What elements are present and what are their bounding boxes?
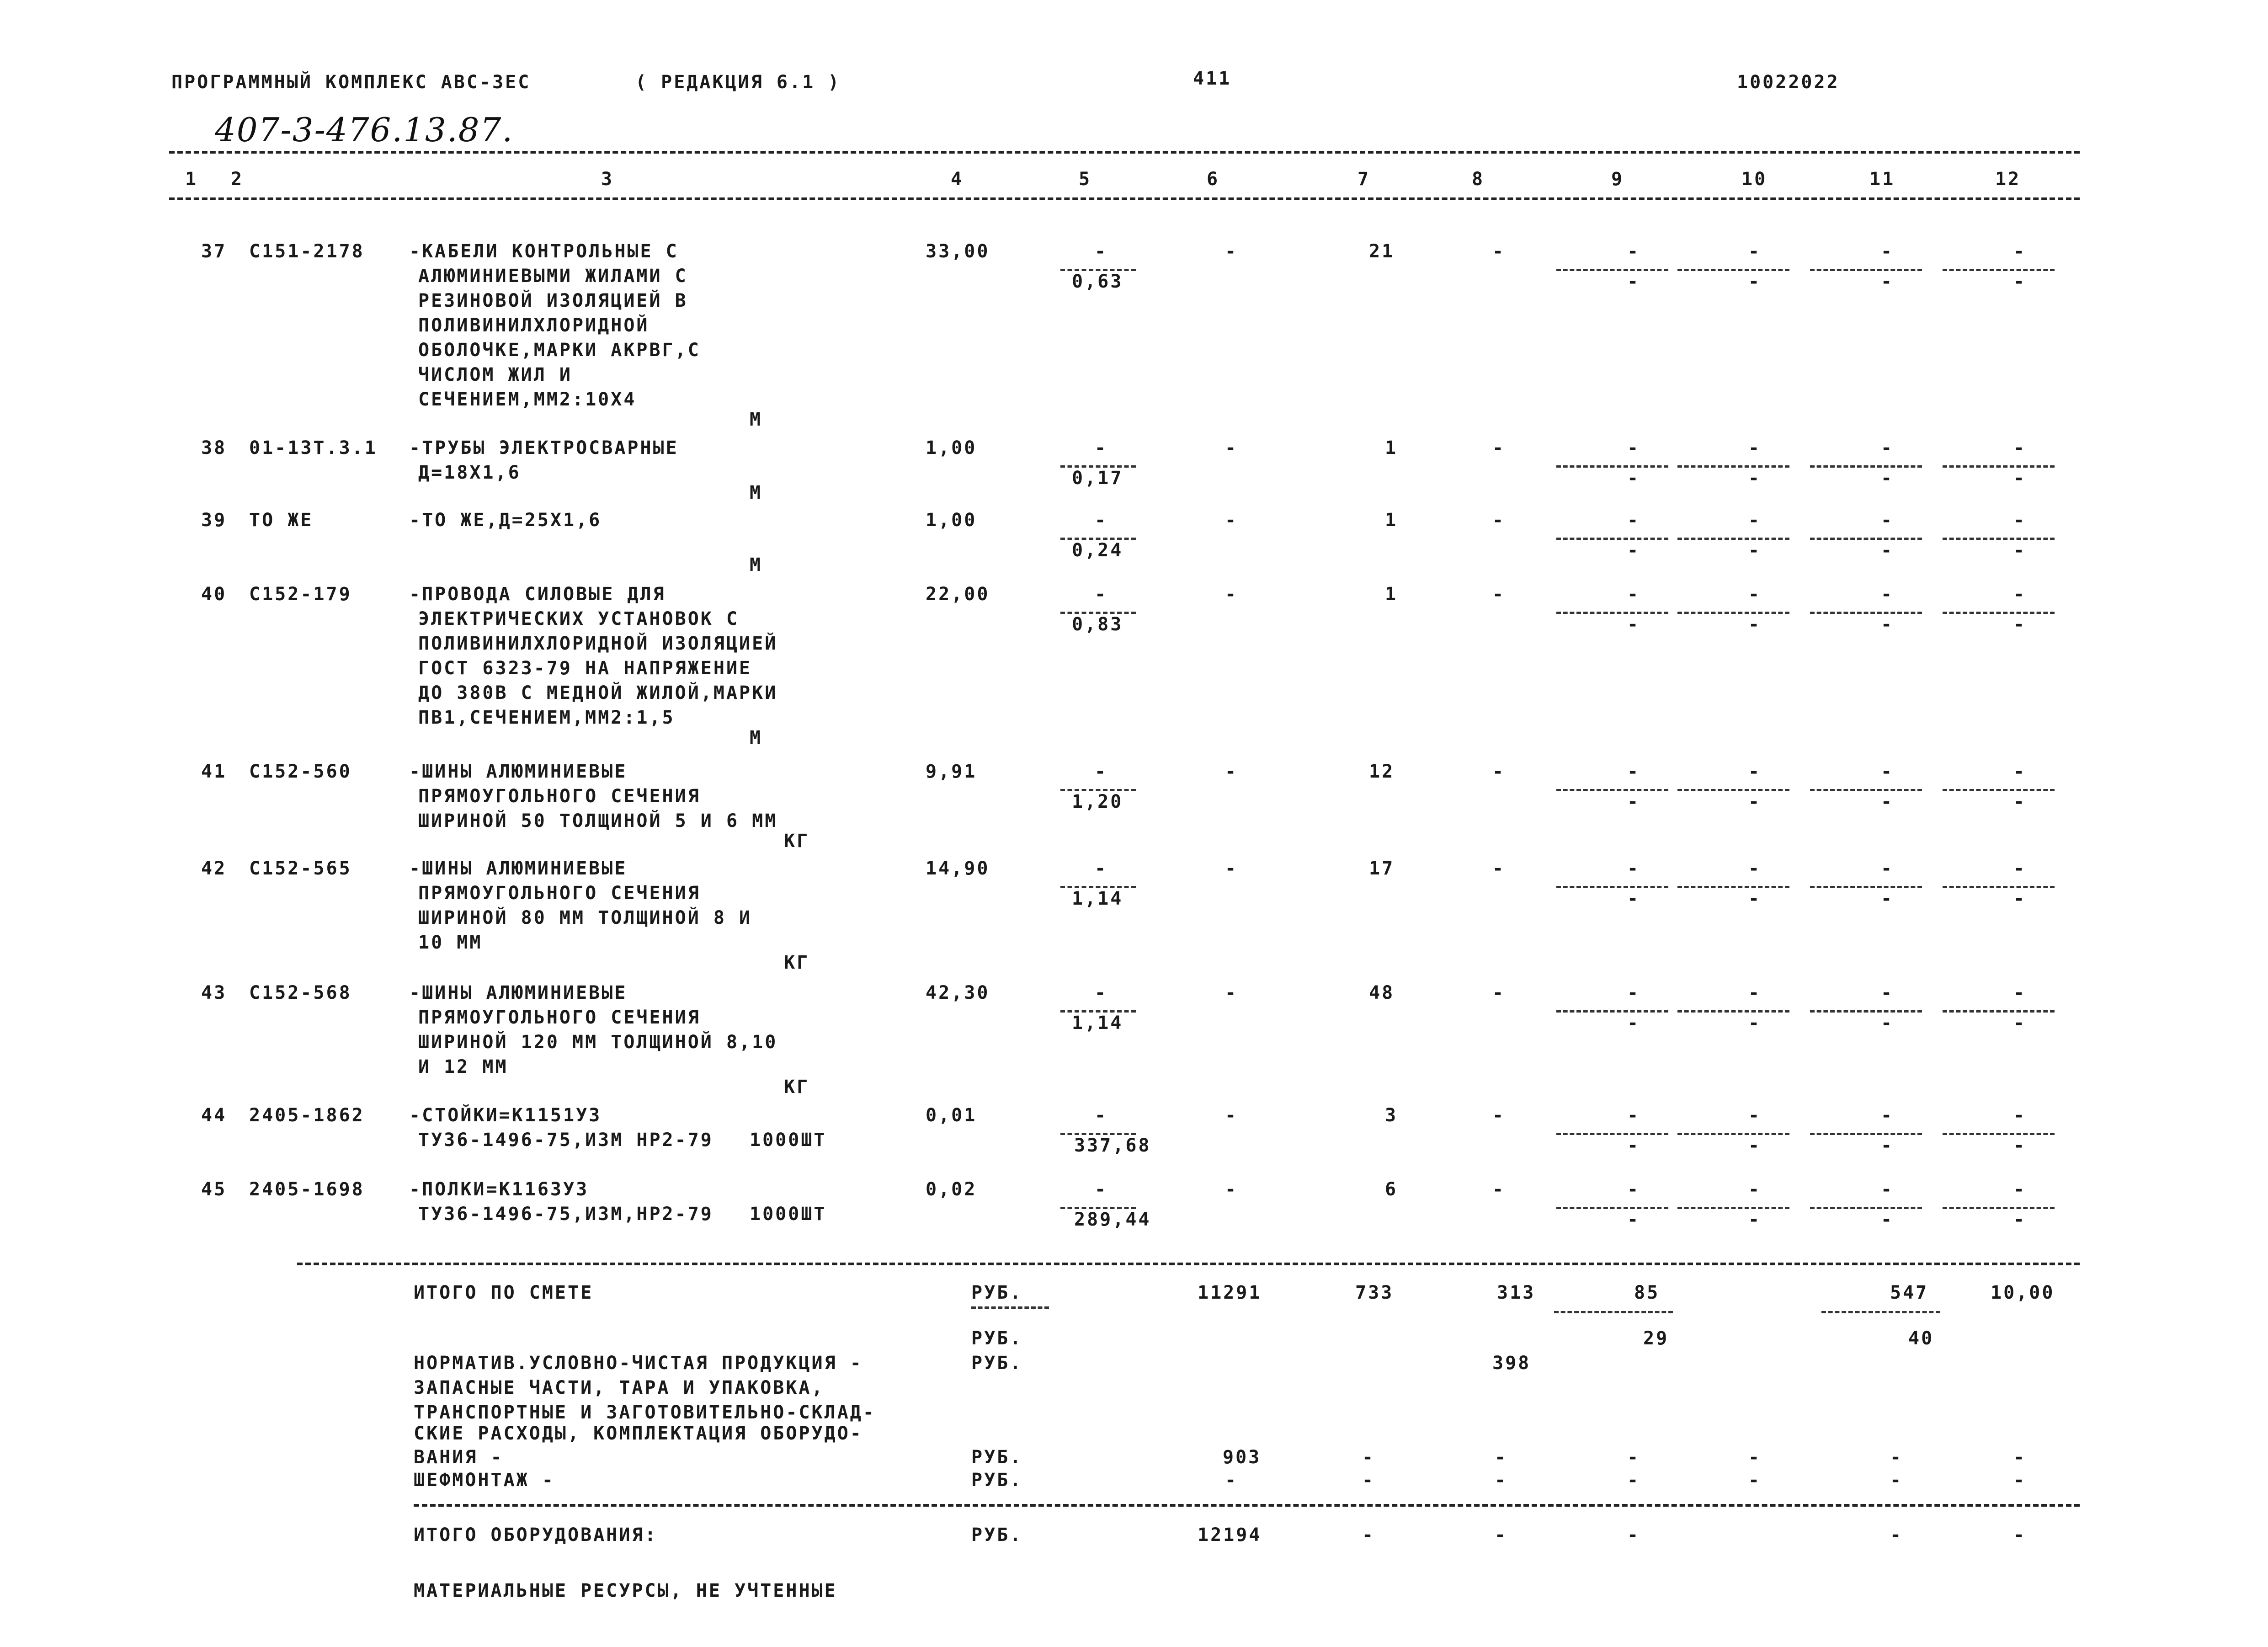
row-c9-bottom: - xyxy=(1627,614,1640,635)
row-c10-bottom: - xyxy=(1748,1013,1762,1034)
row-col7: 1 xyxy=(1385,437,1398,458)
row-quantity: 0,02 xyxy=(926,1179,977,1200)
itogo-col7: 733 xyxy=(1355,1282,1394,1303)
row-quantity: 42,30 xyxy=(926,982,990,1003)
row-c11-bottom: - xyxy=(1881,468,1894,489)
row-c10-top: - xyxy=(1748,1105,1762,1126)
row-number: 45 xyxy=(201,1179,227,1200)
row-c11-rule xyxy=(1810,1133,1922,1135)
row-c10-top: - xyxy=(1748,1179,1762,1200)
row-c10-bottom: - xyxy=(1748,888,1762,909)
row-description-line: ПРЯМОУГОЛЬНОГО СЕЧЕНИЯ xyxy=(418,883,701,904)
row-col5-top: - xyxy=(1095,510,1108,531)
program-title: ПРОГРАММНЫЙ КОМПЛЕКС АВС-3ЕС xyxy=(171,72,531,93)
itogo2-col9: 29 xyxy=(1643,1328,1669,1349)
row-description-line: -ШИНЫ АЛЮМИНИЕВЫЕ xyxy=(409,761,628,782)
equipment-rule xyxy=(414,1504,2080,1507)
row-c12-bottom: - xyxy=(2013,468,2027,489)
row-description-line: -ШИНЫ АЛЮМИНИЕВЫЕ xyxy=(409,858,628,879)
header-rule xyxy=(169,151,2080,154)
row-number: 44 xyxy=(201,1105,227,1126)
row-col6: - xyxy=(1225,510,1238,531)
row-code: 01-13Т.3.1 xyxy=(249,437,378,458)
column-number-8: 8 xyxy=(1472,169,1485,190)
row-description-line: ПРЯМОУГОЛЬНОГО СЕЧЕНИЯ xyxy=(418,786,701,807)
row-col8: - xyxy=(1492,858,1506,879)
row-c12-top: - xyxy=(2013,982,2027,1003)
row-c11-rule xyxy=(1810,538,1922,540)
row-quantity: 0,01 xyxy=(926,1105,977,1126)
column-number-3: 3 xyxy=(601,169,614,190)
row-c11-top: - xyxy=(1881,510,1894,531)
row-c9-rule xyxy=(1556,1207,1668,1209)
row-c9-top: - xyxy=(1627,1179,1640,1200)
row-unit: 1000ШТ xyxy=(750,1204,827,1225)
itogo-col9-rule xyxy=(1554,1311,1673,1313)
row-quantity: 1,00 xyxy=(926,437,977,458)
row-c10-bottom: - xyxy=(1748,1209,1762,1230)
row-description-line: ПОЛИВИНИЛХЛОРИДНОЙ xyxy=(418,315,650,336)
row-col5-value: 0,83 xyxy=(1072,614,1123,635)
row-c12-top: - xyxy=(2013,1105,2027,1126)
row-description-line: -ТО ЖЕ,Д=25Х1,6 xyxy=(409,510,602,531)
row-c12-rule xyxy=(1943,465,2055,468)
row-description-line: 10 ММ xyxy=(418,932,483,953)
row-c9-rule xyxy=(1556,886,1668,888)
empty-cell-dash: - xyxy=(1890,1524,1903,1546)
row-code: 2405-1862 xyxy=(249,1105,365,1126)
row-c11-bottom: - xyxy=(1881,614,1894,635)
row-description-line: -ПОЛКИ=К1163У3 xyxy=(409,1179,589,1200)
column-number-7: 7 xyxy=(1358,169,1371,190)
row-c9-bottom: - xyxy=(1627,1013,1640,1034)
handwritten-designation: 407-3-476.13.87. xyxy=(215,111,514,149)
row-col8: - xyxy=(1492,1105,1506,1126)
row-col7: 48 xyxy=(1369,982,1395,1003)
row-col8: - xyxy=(1492,982,1506,1003)
row-col7: 12 xyxy=(1369,761,1395,782)
row-c9-bottom: - xyxy=(1627,468,1640,489)
empty-cell-dash: - xyxy=(2013,1470,2027,1491)
row-c9-top: - xyxy=(1627,510,1640,531)
itogo-col8: 313 xyxy=(1497,1282,1536,1303)
row-unit: КГ xyxy=(784,831,810,852)
row-description-line: -ТРУБЫ ЭЛЕКТРОСВАРНЫЕ xyxy=(409,437,679,458)
row-c11-top: - xyxy=(1881,241,1894,262)
column-number-11: 11 xyxy=(1869,169,1895,190)
vaniya-rub: РУБ. xyxy=(971,1447,1023,1468)
row-description-line: ШИРИНОЙ 80 ММ ТОЛЩИНОЙ 8 И xyxy=(418,907,752,928)
row-c12-top: - xyxy=(2013,437,2027,458)
itogo2-rub: РУБ. xyxy=(971,1328,1023,1349)
empty-cell-dash: - xyxy=(1495,1524,1508,1546)
normative-line: ВАНИЯ - xyxy=(414,1447,504,1468)
row-description-line: -СТОЙКИ=К1151У3 xyxy=(409,1105,602,1126)
row-c10-top: - xyxy=(1748,437,1762,458)
row-c9-bottom: - xyxy=(1627,1209,1640,1230)
row-c9-bottom: - xyxy=(1627,540,1640,561)
itogo-rub: РУБ. xyxy=(971,1282,1023,1303)
row-c12-top: - xyxy=(2013,1179,2027,1200)
row-c12-bottom: - xyxy=(2013,614,2027,635)
row-c9-top: - xyxy=(1627,437,1640,458)
row-c9-bottom: - xyxy=(1627,1135,1640,1156)
empty-cell-dash: - xyxy=(1627,1470,1640,1491)
itogo-col9: 85 xyxy=(1634,1282,1660,1303)
row-col5-value: 1,20 xyxy=(1072,791,1123,812)
row-c9-rule xyxy=(1556,269,1668,271)
empty-cell-dash: - xyxy=(1890,1470,1903,1491)
row-number: 38 xyxy=(201,437,227,458)
row-c10-rule xyxy=(1677,538,1789,540)
itogo2-col11: 40 xyxy=(1908,1328,1934,1349)
row-c11-top: - xyxy=(1881,1179,1894,1200)
row-c12-top: - xyxy=(2013,858,2027,879)
row-description-line: ШИРИНОЙ 50 ТОЛЩИНОЙ 5 И 6 ММ xyxy=(418,810,778,831)
edition-label: ( РЕДАКЦИЯ 6.1 ) xyxy=(635,72,841,93)
row-c11-top: - xyxy=(1881,982,1894,1003)
column-number-1: 1 xyxy=(185,169,198,190)
row-col5-top: - xyxy=(1095,437,1108,458)
row-c12-rule xyxy=(1943,1010,2055,1013)
row-c10-rule xyxy=(1677,1207,1789,1209)
row-description-line: ЧИСЛОМ ЖИЛ И xyxy=(418,364,572,385)
row-description-line: ГОСТ 6323-79 НА НАПРЯЖЕНИЕ xyxy=(418,658,752,679)
row-description-line: -ПРОВОДА СИЛОВЫЕ ДЛЯ xyxy=(409,584,666,605)
empty-cell-dash: - xyxy=(1362,1470,1375,1491)
row-description-line: ОБОЛОЧКЕ,МАРКИ АКРВГ,С xyxy=(418,340,701,361)
row-c11-top: - xyxy=(1881,437,1894,458)
row-col7: 1 xyxy=(1385,510,1398,531)
row-description-line: И 12 ММ xyxy=(418,1056,508,1077)
row-c9-bottom: - xyxy=(1627,271,1640,292)
row-c12-bottom: - xyxy=(2013,1013,2027,1034)
norm-rub: РУБ. xyxy=(971,1353,1023,1374)
row-c10-top: - xyxy=(1748,982,1762,1003)
row-c11-bottom: - xyxy=(1881,1209,1894,1230)
itogo-rub-rule xyxy=(971,1306,1049,1309)
row-quantity: 22,00 xyxy=(926,584,990,605)
row-number: 42 xyxy=(201,858,227,879)
row-c9-rule xyxy=(1556,1010,1668,1013)
row-c9-bottom: - xyxy=(1627,888,1640,909)
row-c11-rule xyxy=(1810,1010,1922,1013)
row-c10-rule xyxy=(1677,1133,1789,1135)
row-col5-top: - xyxy=(1095,982,1108,1003)
row-code: С152-560 xyxy=(249,761,352,782)
row-c9-top: - xyxy=(1627,982,1640,1003)
row-c10-bottom: - xyxy=(1748,791,1762,812)
row-quantity: 9,91 xyxy=(926,761,977,782)
row-col7: 6 xyxy=(1385,1179,1398,1200)
row-c10-top: - xyxy=(1748,584,1762,605)
row-unit: М xyxy=(750,554,763,576)
row-c12-top: - xyxy=(2013,241,2027,262)
row-description-line: АЛЮМИНИЕВЫМИ ЖИЛАМИ С xyxy=(418,266,688,287)
row-code: 2405-1698 xyxy=(249,1179,365,1200)
itogo-col11-rule xyxy=(1821,1311,1940,1313)
row-unit: М xyxy=(750,727,763,748)
row-c11-top: - xyxy=(1881,584,1894,605)
row-c12-bottom: - xyxy=(2013,1209,2027,1230)
row-col5-value: 337,68 xyxy=(1074,1135,1151,1156)
column-number-rule xyxy=(169,197,2080,200)
column-number-10: 10 xyxy=(1741,169,1768,190)
row-col7: 21 xyxy=(1369,241,1395,262)
row-description-line: ДО 380В С МЕДНОЙ ЖИЛОЙ,МАРКИ xyxy=(418,682,778,704)
row-col6: - xyxy=(1225,1105,1238,1126)
row-col6: - xyxy=(1225,437,1238,458)
row-c12-bottom: - xyxy=(2013,791,2027,812)
row-col8: - xyxy=(1492,1179,1506,1200)
row-c12-bottom: - xyxy=(2013,271,2027,292)
row-c10-bottom: - xyxy=(1748,1135,1762,1156)
empty-cell-dash: - xyxy=(1748,1470,1762,1491)
row-code: С152-179 xyxy=(249,584,352,605)
empty-cell-dash: - xyxy=(1890,1447,1903,1468)
row-col7: 3 xyxy=(1385,1105,1398,1126)
row-description-line: РЕЗИНОВОЙ ИЗОЛЯЦИЕЙ В xyxy=(418,290,688,311)
itogo-label: ИТОГО ПО СМЕТЕ xyxy=(414,1282,594,1303)
column-number-9: 9 xyxy=(1611,169,1624,190)
row-c10-bottom: - xyxy=(1748,271,1762,292)
row-c11-top: - xyxy=(1881,761,1894,782)
row-c10-rule xyxy=(1677,1010,1789,1013)
row-unit: М xyxy=(750,409,763,430)
empty-cell-dash: - xyxy=(2013,1447,2027,1468)
itogo-col11: 547 xyxy=(1890,1282,1929,1303)
row-number: 41 xyxy=(201,761,227,782)
row-col5-top: - xyxy=(1095,858,1108,879)
row-col8: - xyxy=(1492,241,1506,262)
equipment-col6: 12194 xyxy=(1198,1524,1262,1546)
row-c9-rule xyxy=(1556,789,1668,791)
row-c9-top: - xyxy=(1627,584,1640,605)
empty-cell-dash: - xyxy=(1362,1524,1375,1546)
row-col6: - xyxy=(1225,241,1238,262)
row-c9-top: - xyxy=(1627,858,1640,879)
row-c11-rule xyxy=(1810,789,1922,791)
row-c12-bottom: - xyxy=(2013,1135,2027,1156)
row-unit: КГ xyxy=(784,1077,810,1098)
column-number-6: 6 xyxy=(1207,169,1220,190)
row-description-line: СЕЧЕНИЕМ,ММ2:10Х4 xyxy=(418,389,637,410)
row-c11-bottom: - xyxy=(1881,888,1894,909)
row-description-line: ПРЯМОУГОЛЬНОГО СЕЧЕНИЯ xyxy=(418,1007,701,1028)
row-col7: 17 xyxy=(1369,858,1395,879)
empty-cell-dash: - xyxy=(1627,1447,1640,1468)
row-c10-bottom: - xyxy=(1748,540,1762,561)
row-c9-rule xyxy=(1556,612,1668,614)
row-description-line: ШИРИНОЙ 120 ММ ТОЛЩИНОЙ 8,10 xyxy=(418,1032,778,1053)
row-col5-top: - xyxy=(1095,1179,1108,1200)
shefmontazh-label: ШЕФМОНТАЖ - xyxy=(414,1470,555,1491)
row-c10-rule xyxy=(1677,269,1789,271)
row-c11-top: - xyxy=(1881,858,1894,879)
row-code: ТО ЖЕ xyxy=(249,510,314,531)
row-code: С152-565 xyxy=(249,858,352,879)
row-c12-top: - xyxy=(2013,761,2027,782)
row-c10-top: - xyxy=(1748,761,1762,782)
row-col5-value: 1,14 xyxy=(1072,1013,1123,1034)
empty-cell-dash: - xyxy=(1362,1447,1375,1468)
row-col6: - xyxy=(1225,584,1238,605)
row-col8: - xyxy=(1492,584,1506,605)
empty-cell-dash: - xyxy=(1627,1524,1640,1546)
empty-cell-dash: - xyxy=(2013,1524,2027,1546)
footer-label: МАТЕРИАЛЬНЫЕ РЕСУРСЫ, НЕ УЧТЕННЫЕ xyxy=(414,1580,837,1601)
column-number-4: 4 xyxy=(951,169,964,190)
row-number: 40 xyxy=(201,584,227,605)
row-col5-top: - xyxy=(1095,584,1108,605)
row-c12-rule xyxy=(1943,538,2055,540)
row-c11-bottom: - xyxy=(1881,271,1894,292)
row-c9-rule xyxy=(1556,1133,1668,1135)
row-c12-top: - xyxy=(2013,510,2027,531)
row-c10-rule xyxy=(1677,465,1789,468)
row-c11-bottom: - xyxy=(1881,540,1894,561)
row-description-line: -КАБЕЛИ КОНТРОЛЬНЫЕ С xyxy=(409,241,679,262)
row-description-line: -ШИНЫ АЛЮМИНИЕВЫЕ xyxy=(409,982,628,1003)
row-col8: - xyxy=(1492,510,1506,531)
row-c10-top: - xyxy=(1748,858,1762,879)
row-col5-top: - xyxy=(1095,241,1108,262)
normative-line: ТРАНСПОРТНЫЕ И ЗАГОТОВИТЕЛЬНО-СКЛАД- xyxy=(414,1402,876,1423)
vaniya-col6: 903 xyxy=(1223,1447,1262,1468)
column-number-5: 5 xyxy=(1079,169,1092,190)
row-description-line: ТУ36-1496-75,ИЗМ,НР2-79 xyxy=(418,1204,713,1225)
row-code: С152-568 xyxy=(249,982,352,1003)
row-c11-bottom: - xyxy=(1881,791,1894,812)
row-code: С151-2178 xyxy=(249,241,365,262)
itogo-col6: 11291 xyxy=(1198,1282,1262,1303)
row-c12-rule xyxy=(1943,886,2055,888)
empty-cell-dash: - xyxy=(1495,1447,1508,1468)
row-unit: 1000ШТ xyxy=(750,1130,827,1151)
row-description-line: Д=18Х1,6 xyxy=(418,462,521,483)
row-c10-top: - xyxy=(1748,510,1762,531)
row-col6: - xyxy=(1225,982,1238,1003)
column-number-2: 2 xyxy=(231,169,244,190)
row-c9-bottom: - xyxy=(1627,791,1640,812)
row-c12-rule xyxy=(1943,789,2055,791)
row-c9-rule xyxy=(1556,465,1668,468)
row-description-line: ПВ1,СЕЧЕНИЕМ,ММ2:1,5 xyxy=(418,707,675,728)
row-c12-rule xyxy=(1943,269,2055,271)
row-col6: - xyxy=(1225,761,1238,782)
row-number: 43 xyxy=(201,982,227,1003)
row-col8: - xyxy=(1492,437,1506,458)
row-c11-rule xyxy=(1810,1207,1922,1209)
row-col5-top: - xyxy=(1095,761,1108,782)
row-col5-value: 1,14 xyxy=(1072,888,1123,909)
row-col5-value: 0,63 xyxy=(1072,271,1123,292)
itogo-col12: 10,00 xyxy=(1991,1282,2055,1303)
row-c11-bottom: - xyxy=(1881,1135,1894,1156)
row-c11-top: - xyxy=(1881,1105,1894,1126)
document-number: 10022022 xyxy=(1737,72,1840,93)
row-col8: - xyxy=(1492,761,1506,782)
row-c9-top: - xyxy=(1627,1105,1640,1126)
row-col5-value: 0,17 xyxy=(1072,468,1123,489)
row-col5-value: 0,24 xyxy=(1072,540,1123,561)
empty-cell-dash: - xyxy=(1495,1470,1508,1491)
empty-cell-dash: - xyxy=(1225,1470,1238,1491)
empty-cell-dash: - xyxy=(1748,1447,1762,1468)
row-col6: - xyxy=(1225,1179,1238,1200)
row-c12-bottom: - xyxy=(2013,540,2027,561)
row-c12-rule xyxy=(1943,612,2055,614)
row-c10-bottom: - xyxy=(1748,614,1762,635)
row-description-line: ПОЛИВИНИЛХЛОРИДНОЙ ИЗОЛЯЦИЕЙ xyxy=(418,633,778,654)
row-c10-rule xyxy=(1677,612,1789,614)
row-unit: КГ xyxy=(784,952,810,973)
row-c12-top: - xyxy=(2013,584,2027,605)
norm-col8: 398 xyxy=(1492,1353,1531,1374)
row-c9-rule xyxy=(1556,538,1668,540)
row-c10-rule xyxy=(1677,886,1789,888)
row-description-line: ЭЛЕКТРИЧЕСКИХ УСТАНОВОК С xyxy=(418,608,740,629)
row-unit: М xyxy=(750,482,763,503)
row-c10-bottom: - xyxy=(1748,468,1762,489)
totals-top-rule xyxy=(297,1263,2080,1265)
row-c10-top: - xyxy=(1748,241,1762,262)
row-c11-rule xyxy=(1810,886,1922,888)
row-c11-bottom: - xyxy=(1881,1013,1894,1034)
row-quantity: 14,90 xyxy=(926,858,990,879)
normative-line: НОРМАТИВ.УСЛОВНО-ЧИСТАЯ ПРОДУКЦИЯ - xyxy=(414,1353,863,1374)
equipment-rub: РУБ. xyxy=(971,1524,1023,1546)
equipment-total-label: ИТОГО ОБОРУДОВАНИЯ: xyxy=(414,1524,658,1546)
row-c11-rule xyxy=(1810,612,1922,614)
row-quantity: 33,00 xyxy=(926,241,990,262)
row-c12-rule xyxy=(1943,1207,2055,1209)
column-number-12: 12 xyxy=(1995,169,2021,190)
row-quantity: 1,00 xyxy=(926,510,977,531)
row-c9-top: - xyxy=(1627,241,1640,262)
row-description-line: ТУ36-1496-75,ИЗМ НР2-79 xyxy=(418,1130,713,1151)
row-c11-rule xyxy=(1810,269,1922,271)
row-number: 39 xyxy=(201,510,227,531)
row-c10-rule xyxy=(1677,789,1789,791)
normative-line: ЗАПАСНЫЕ ЧАСТИ, ТАРА И УПАКОВКА, xyxy=(414,1377,825,1398)
row-col5-top: - xyxy=(1095,1105,1108,1126)
row-col7: 1 xyxy=(1385,584,1398,605)
shefmontazh-rub: РУБ. xyxy=(971,1470,1023,1491)
row-col5-value: 289,44 xyxy=(1074,1209,1151,1230)
row-c9-top: - xyxy=(1627,761,1640,782)
row-c12-rule xyxy=(1943,1133,2055,1135)
row-c12-bottom: - xyxy=(2013,888,2027,909)
normative-line: СКИЕ РАСХОДЫ, КОМПЛЕКТАЦИЯ ОБОРУДО- xyxy=(414,1423,863,1444)
row-number: 37 xyxy=(201,241,227,262)
row-c11-rule xyxy=(1810,465,1922,468)
page-number: 411 xyxy=(1193,68,1232,89)
row-col6: - xyxy=(1225,858,1238,879)
